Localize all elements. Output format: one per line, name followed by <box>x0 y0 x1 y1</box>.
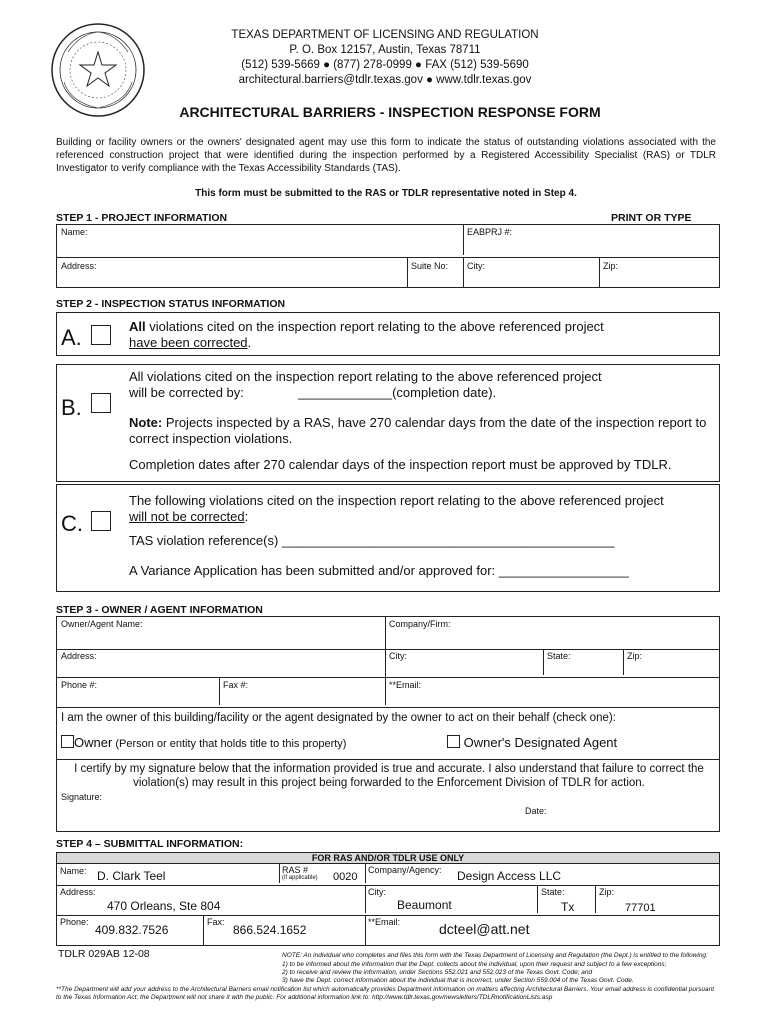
option-a-checkbox[interactable] <box>91 325 111 345</box>
owner-option: Owner <box>74 735 113 750</box>
form-id: TDLR 029AB 12-08 <box>58 948 150 960</box>
option-b-note: Projects inspected by a RAS, have 270 calendar days from the date of the inspection report to correct inspection violations. <box>129 415 707 446</box>
ras-sub-label: (if applicable) <box>282 875 318 881</box>
agent-checkbox[interactable] <box>447 735 460 748</box>
option-c-text1: The following violations cited on the inspection report relating to the above referenced project <box>129 493 664 508</box>
option-a-text: violations cited on the inspection report relating to the above referenced project <box>145 319 604 334</box>
submit-state-value[interactable]: Tx <box>561 900 575 914</box>
agency-emails: architectural.barriers@tdlr.texas.gov ● www.tdlr.texas.gov <box>238 74 532 86</box>
submit-zip-value[interactable]: 77701 <box>625 902 656 914</box>
submission-instruction: This form must be submitted to the RAS or TDLR representative noted in Step 4. <box>195 188 577 199</box>
owner-fax-field[interactable]: Fax #: <box>223 680 249 690</box>
submit-email-label: **Email: <box>368 917 401 927</box>
option-a-corrected: have been corrected <box>129 335 248 350</box>
option-a-bold: All <box>129 319 146 334</box>
submit-email-value[interactable]: dcteel@att.net <box>439 921 530 937</box>
option-c-box <box>56 484 720 592</box>
option-a-period: . <box>247 335 252 350</box>
agency-name: TEXAS DEPARTMENT OF LICENSING AND REGULATION <box>231 29 539 41</box>
owner-city-field[interactable]: City: <box>389 651 407 661</box>
option-b-box <box>56 364 720 482</box>
owner-option-desc: (Person or entity that holds title to this property) <box>112 738 347 750</box>
print-or-type: PRINT OR TYPE <box>611 212 692 224</box>
ras-value[interactable]: 0020 <box>333 871 358 883</box>
option-a-box <box>56 312 720 356</box>
step1-heading: STEP 1 - PROJECT INFORMATION <box>56 212 228 224</box>
email-notice: **The Department will add your address to the Architectural Barriers email notification list which automatically provides Department information on matters affecting Architectural Barriers. Your email address is confidential pursuant to the Texas Information Act; the Department will not share it with the public. For additional information link to: http://www.tdlr.texas.gov/newsletters/TDLRnotificationLists.asp <box>56 986 715 1001</box>
eabprj-field[interactable]: EABPRJ #: <box>467 227 513 237</box>
project-address-field[interactable]: Address: <box>61 261 97 271</box>
suite-field[interactable]: Suite No: <box>411 261 449 271</box>
project-city-field[interactable]: City: <box>467 261 485 271</box>
owner-zip-field[interactable]: Zip: <box>627 651 643 661</box>
submit-state-label: State: <box>541 887 565 897</box>
owner-email-field[interactable]: **Email: <box>389 680 422 690</box>
owner-address-field[interactable]: Address: <box>61 651 97 661</box>
option-b-checkbox[interactable] <box>91 393 111 413</box>
date-field[interactable]: Date: <box>525 806 547 816</box>
owner-state-field[interactable]: State: <box>547 651 571 661</box>
signature-field[interactable]: Signature: <box>61 792 103 802</box>
submittal-table <box>56 852 720 946</box>
agent-option: Owner's Designated Agent <box>463 735 618 750</box>
option-b-text2: will be corrected by: <box>129 385 244 400</box>
company-agency-label: Company/Agency: <box>368 865 442 875</box>
submit-fax-label: Fax: <box>207 917 225 927</box>
project-zip-field[interactable]: Zip: <box>603 261 619 271</box>
option-a-letter: A. <box>61 325 82 350</box>
project-name-field[interactable]: Name: <box>61 227 88 237</box>
submit-city-value[interactable]: Beaumont <box>397 898 452 912</box>
agency-address: P. O. Box 12157, Austin, Texas 78711 <box>289 44 481 56</box>
submit-zip-label: Zip: <box>599 887 615 897</box>
owner-phone-field[interactable]: Phone #: <box>61 680 98 690</box>
submit-phone-value[interactable]: 409.832.7526 <box>95 923 169 937</box>
submit-name-value[interactable]: D. Clark Teel <box>97 869 166 883</box>
option-b-text3: (completion date). <box>392 385 497 400</box>
option-b-text1: All violations cited on the inspection report relating to the above referenced project <box>129 369 602 384</box>
project-info-table <box>56 224 720 288</box>
option-b-letter: B. <box>61 395 82 420</box>
option-b-completion: Completion dates after 270 calendar days of the inspection report must be approved by TDLR. <box>129 457 672 472</box>
privacy-note-1: 1) to be informed about the information that the Dept. collects about the individual, upon their request and subject to a few exceptions; <box>282 961 667 968</box>
step3-heading: STEP 3 - OWNER / AGENT INFORMATION <box>56 604 263 616</box>
owner-statement: I am the owner of this building/facility or the agent designated by the owner to act on their behalf (check one): <box>61 712 616 724</box>
company-agency-value[interactable]: Design Access LLC <box>457 869 562 883</box>
option-b-note-label: Note: <box>129 415 163 430</box>
option-c-not-corrected: will not be corrected <box>129 509 245 524</box>
ras-label: RAS # <box>282 865 309 875</box>
form-title: ARCHITECTURAL BARRIERS - INSPECTION RESPONSE FORM <box>179 104 601 120</box>
option-c-letter: C. <box>61 511 83 536</box>
variance-field[interactable]: A Variance Application has been submitted and/or approved for: __________________ <box>129 563 629 578</box>
agency-phones: (512) 539-5669 ● (877) 278-0999 ● FAX (512) 539-5690 <box>241 59 529 71</box>
submit-fax-value[interactable]: 866.524.1652 <box>233 923 307 937</box>
submit-city-label: City: <box>368 887 386 897</box>
submit-address-value[interactable]: 470 Orleans, Ste 804 <box>107 899 221 913</box>
option-c-colon: : <box>244 509 249 524</box>
option-c-checkbox[interactable] <box>91 511 111 531</box>
submit-phone-label: Phone: <box>60 917 89 927</box>
certification-statement: I certify by my signature below that the information provided is true and accurate. I also understand that failure to correct the violation(s) may result in this project being forwarded to the Enforcement Division of TDLR for action. <box>74 763 704 789</box>
intro-paragraph: Building or facility owners or the owners' designated agent may use this form to indicate the status of outstanding violations associated with the referenced construction project that were identified during the inspection performed by a Registered Accessibility Specialist (RAS) or TDLR Investigator to verify compliance with the Texas Accessibility Standards (TAS). <box>56 137 716 174</box>
privacy-note-intro: NOTE: An individual who completes and files this form with the Texas Department of Licensing and Regulation (the Dept.) is entitled to the following: <box>282 952 708 959</box>
privacy-note-2: 2) to receive and review the information, under Sections 552.021 and 552.023 of the Texas Govt. Code; and <box>282 969 593 976</box>
owner-name-field[interactable]: Owner/Agent Name: <box>61 619 143 629</box>
submit-address-label: Address: <box>60 887 96 897</box>
company-field[interactable]: Company/Firm: <box>389 619 451 629</box>
owner-checkbox[interactable] <box>61 735 74 748</box>
step4-heading: STEP 4 – SUBMITTAL INFORMATION: <box>56 838 244 850</box>
owner-agent-table <box>56 616 720 832</box>
for-use-banner: FOR RAS AND/OR TDLR USE ONLY <box>57 853 719 863</box>
privacy-note-3: 3) have the Dept. correct information about the individual that is incorrect, under Section 559.004 of the Texas Govt. Code. <box>282 977 634 984</box>
step2-heading: STEP 2 - INSPECTION STATUS INFORMATION <box>56 298 286 310</box>
tas-reference-field[interactable]: TAS violation reference(s) ______________________________________________ <box>129 533 615 548</box>
completion-date-field[interactable]: _____________ <box>298 385 393 400</box>
submit-name-label: Name: <box>60 866 87 876</box>
